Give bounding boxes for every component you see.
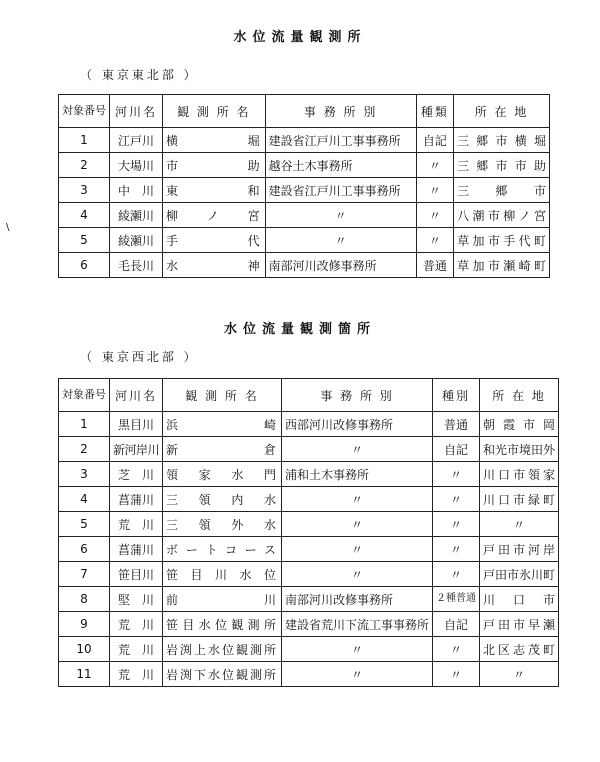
river-name-cell: 黒目川 bbox=[110, 412, 163, 437]
station-type-cell: 普通 bbox=[433, 412, 480, 437]
row-number-cell: 3 bbox=[59, 178, 110, 203]
office-name-cell: 〃 bbox=[282, 662, 433, 687]
section2-table bbox=[58, 378, 559, 687]
river-name-cell: 中 川 bbox=[110, 178, 163, 203]
row-number-cell: 9 bbox=[59, 612, 110, 637]
location-cell: 三郷市横堀 bbox=[454, 128, 550, 153]
station-type-cell: ２種普通 bbox=[433, 587, 480, 612]
row-number-cell: 4 bbox=[59, 203, 110, 228]
river-name-cell: 笹目川 bbox=[110, 562, 163, 587]
table-row bbox=[59, 253, 550, 278]
location-cell: 草加市瀬崎町 bbox=[454, 253, 550, 278]
station-name-cell: 柳ノ宮 bbox=[163, 203, 266, 228]
header-office: 事 務 所 別 bbox=[265, 95, 416, 128]
header-type: 種別 bbox=[433, 379, 480, 412]
table-header-row bbox=[59, 95, 550, 128]
section2-region: （ 東京西北部 ） bbox=[80, 350, 199, 364]
office-name-cell: 〃 bbox=[282, 512, 433, 537]
river-name-cell: 綾瀬川 bbox=[110, 203, 163, 228]
river-name-cell: 荒 川 bbox=[110, 637, 163, 662]
row-number-cell: 2 bbox=[59, 437, 110, 462]
river-name-cell: 荒 川 bbox=[110, 662, 163, 687]
station-type-cell: 〃 bbox=[433, 537, 480, 562]
station-type-cell: 〃 bbox=[416, 153, 453, 178]
table-row bbox=[59, 153, 550, 178]
station-type-cell: 〃 bbox=[433, 462, 480, 487]
station-name-cell: 水 神 bbox=[163, 253, 266, 278]
table-header-row bbox=[59, 379, 559, 412]
location-cell: 〃 bbox=[480, 662, 559, 687]
location-cell: 八潮市柳ノ宮 bbox=[454, 203, 550, 228]
section1-title: 水位流量観測所 bbox=[233, 30, 367, 45]
section2-title: 水位流量観測箇所 bbox=[223, 322, 376, 337]
office-name-cell: 南部河川改修事務所 bbox=[282, 587, 433, 612]
table-row bbox=[59, 487, 559, 512]
river-name-cell: 新河岸川 bbox=[110, 437, 163, 462]
station-type-cell: 普通 bbox=[416, 253, 453, 278]
row-number-cell: 8 bbox=[59, 587, 110, 612]
location-cell: 〃 bbox=[480, 512, 559, 537]
table-row bbox=[59, 562, 559, 587]
river-name-cell: 荒 川 bbox=[110, 512, 163, 537]
station-type-cell: 〃 bbox=[433, 512, 480, 537]
table-row bbox=[59, 512, 559, 537]
row-number-cell: 2 bbox=[59, 153, 110, 178]
river-name-cell: 綾瀬川 bbox=[110, 228, 163, 253]
station-name-cell: 岩渕上水位観測所 bbox=[163, 637, 282, 662]
office-name-cell: 〃 bbox=[282, 487, 433, 512]
header-river: 河川名 bbox=[110, 379, 163, 412]
location-cell: 戸田市氷川町 bbox=[480, 562, 559, 587]
river-name-cell: 江戸川 bbox=[110, 128, 163, 153]
station-name-cell: 岩渕下水位観測所 bbox=[163, 662, 282, 687]
table-row bbox=[59, 587, 559, 612]
station-type-cell: 〃 bbox=[416, 203, 453, 228]
station-name-cell: 笹目川水位 bbox=[163, 562, 282, 587]
station-name-cell: 横 堀 bbox=[163, 128, 266, 153]
station-name-cell: 東 和 bbox=[163, 178, 266, 203]
office-name-cell: 〃 bbox=[282, 637, 433, 662]
office-name-cell: 南部河川改修事務所 bbox=[265, 253, 416, 278]
header-type: 種類 bbox=[416, 95, 453, 128]
station-name-cell: 手 代 bbox=[163, 228, 266, 253]
header-location: 所 在 地 bbox=[480, 379, 559, 412]
table-row bbox=[59, 462, 559, 487]
row-number-cell: 5 bbox=[59, 228, 110, 253]
location-cell: 川口市領家 bbox=[480, 462, 559, 487]
section1-region: （ 東京東北部 ） bbox=[80, 68, 199, 82]
office-name-cell: 〃 bbox=[282, 537, 433, 562]
row-number-cell: 1 bbox=[59, 412, 110, 437]
station-name-cell: 領家水門 bbox=[163, 462, 282, 487]
office-name-cell: 建設省江戸川工事事務所 bbox=[265, 128, 416, 153]
table-row bbox=[59, 203, 550, 228]
office-name-cell: 西部河川改修事務所 bbox=[282, 412, 433, 437]
table-row bbox=[59, 228, 550, 253]
river-name-cell: 毛長川 bbox=[110, 253, 163, 278]
river-name-cell: 菖蒲川 bbox=[110, 487, 163, 512]
station-type-cell: 〃 bbox=[416, 228, 453, 253]
office-name-cell: 〃 bbox=[265, 203, 416, 228]
station-name-cell: 前 川 bbox=[163, 587, 282, 612]
table-row bbox=[59, 662, 559, 687]
location-cell: 戸田市早瀬 bbox=[480, 612, 559, 637]
location-cell: 三郷市市助 bbox=[454, 153, 550, 178]
location-cell: 川口市 bbox=[480, 587, 559, 612]
section1-table bbox=[58, 94, 550, 278]
station-type-cell: 〃 bbox=[433, 662, 480, 687]
river-name-cell: 菖蒲川 bbox=[110, 537, 163, 562]
table-row bbox=[59, 637, 559, 662]
river-name-cell: 芝 川 bbox=[110, 462, 163, 487]
row-number-cell: 5 bbox=[59, 512, 110, 537]
header-office: 事 務 所 別 bbox=[282, 379, 433, 412]
location-cell: 戸田市河岸 bbox=[480, 537, 559, 562]
station-name-cell: 三領内水 bbox=[163, 487, 282, 512]
margin-mark: \ bbox=[6, 222, 10, 233]
station-type-cell: 〃 bbox=[433, 487, 480, 512]
office-name-cell: 建設省荒川下流工事事務所 bbox=[282, 612, 433, 637]
table-row bbox=[59, 612, 559, 637]
row-number-cell: 11 bbox=[59, 662, 110, 687]
station-name-cell: 笹目水位観測所 bbox=[163, 612, 282, 637]
table-row bbox=[59, 128, 550, 153]
header-place: 観 測 所 名 bbox=[163, 379, 282, 412]
location-cell: 三郷市 bbox=[454, 178, 550, 203]
station-type-cell: 自記 bbox=[416, 128, 453, 153]
table-row bbox=[59, 437, 559, 462]
station-name-cell: ボートコース bbox=[163, 537, 282, 562]
office-name-cell: 〃 bbox=[282, 562, 433, 587]
header-place: 観 測 所 名 bbox=[163, 95, 266, 128]
table-row bbox=[59, 537, 559, 562]
location-cell: 朝霞市岡 bbox=[480, 412, 559, 437]
river-name-cell: 荒 川 bbox=[110, 612, 163, 637]
table-row bbox=[59, 178, 550, 203]
office-name-cell: 〃 bbox=[265, 228, 416, 253]
station-type-cell: 〃 bbox=[416, 178, 453, 203]
river-name-cell: 大場川 bbox=[110, 153, 163, 178]
header-no: 対象番号 bbox=[59, 95, 110, 128]
office-name-cell: 〃 bbox=[282, 437, 433, 462]
station-type-cell: 自記 bbox=[433, 612, 480, 637]
office-name-cell: 越谷土木事務所 bbox=[265, 153, 416, 178]
header-location: 所 在 地 bbox=[454, 95, 550, 128]
station-type-cell: 〃 bbox=[433, 562, 480, 587]
location-cell: 草加市手代町 bbox=[454, 228, 550, 253]
row-number-cell: 7 bbox=[59, 562, 110, 587]
row-number-cell: 4 bbox=[59, 487, 110, 512]
office-name-cell: 建設省江戸川工事事務所 bbox=[265, 178, 416, 203]
header-river: 河川名 bbox=[110, 95, 163, 128]
location-cell: 川口市緑町 bbox=[480, 487, 559, 512]
header-no: 対象番号 bbox=[59, 379, 110, 412]
station-name-cell: 市 助 bbox=[163, 153, 266, 178]
office-name-cell: 浦和土木事務所 bbox=[282, 462, 433, 487]
station-name-cell: 浜 崎 bbox=[163, 412, 282, 437]
row-number-cell: 6 bbox=[59, 253, 110, 278]
location-cell: 北区志茂町 bbox=[480, 637, 559, 662]
row-number-cell: 3 bbox=[59, 462, 110, 487]
row-number-cell: 10 bbox=[59, 637, 110, 662]
station-name-cell: 三領外水 bbox=[163, 512, 282, 537]
station-type-cell: 〃 bbox=[433, 637, 480, 662]
station-type-cell: 自記 bbox=[433, 437, 480, 462]
location-cell: 和光市境田外 bbox=[480, 437, 559, 462]
table-row bbox=[59, 412, 559, 437]
row-number-cell: 1 bbox=[59, 128, 110, 153]
river-name-cell: 堅 川 bbox=[110, 587, 163, 612]
row-number-cell: 6 bbox=[59, 537, 110, 562]
station-name-cell: 新 倉 bbox=[163, 437, 282, 462]
